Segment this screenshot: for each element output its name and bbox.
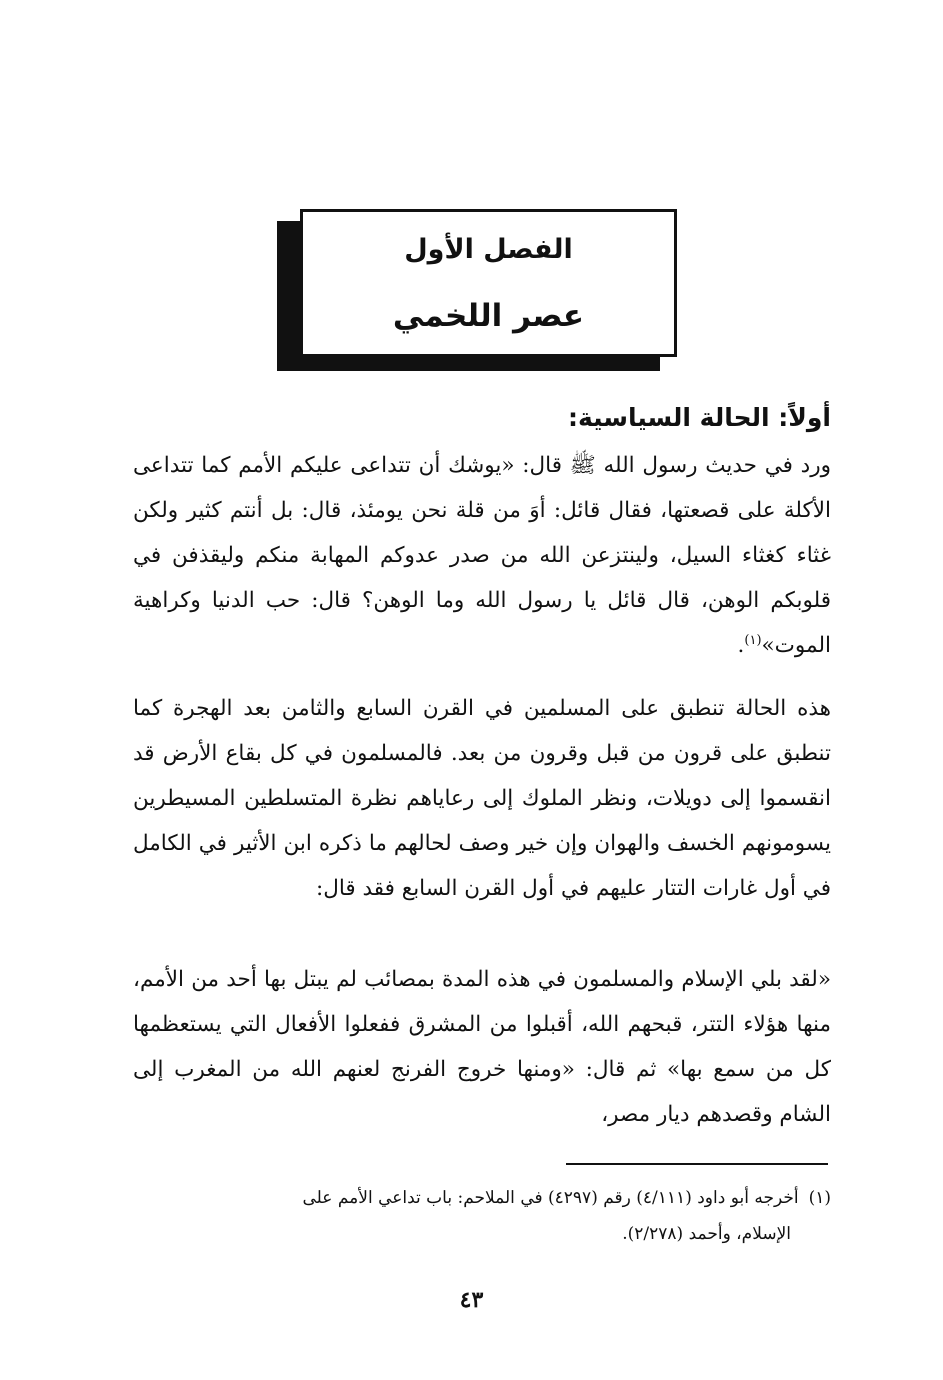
chapter-label: الفصل الأول [404,234,573,265]
paragraph-hadith-text: ورد في حديث رسول الله ﷺ قال: «يوشك أن تتداعى عليكم الأمم كما تتداعى الأكلة على قصعتها، فقال قائل: أوَ من قلة نحن يومئذ، قال: بل أنتم كثير ولكن غثاء كغثاء السيل، ولينتزعن الله من صدر عدوكم المهابة منكم وليقذفن في قلوبكم الوهن، قال قائل يا رسول الله وما الوهن؟ قال: حب الدنيا وكراهية الموت» [133,453,831,658]
paragraph-quote [133,957,831,1137]
footnote-reference[interactable]: (١) [744,632,762,648]
footnote-line-1: أخرجه أبو داود (٤/١١١) رقم (٤٢٩٧) في الملاحم: باب تداعي الأمم على [302,1188,799,1208]
footnote-item [138,1180,831,1216]
paragraph-quote-text: «لقد بلي الإسلام والمسلمون في هذه المدة بمصائب لم يبتل بها أحد من الأمم، منها هؤلاء التتر، قبحهم الله، أقبلوا من المشرق ففعلوا الأفعال التي يستعظمها كل من سمع بها» ثم قال: «ومنها خروج الفرنج لعنهم الله من المغرب إلى الشام وقصدهم ديار مصر، [133,967,831,1127]
footnote-divider [566,1163,828,1165]
paragraph-hadith [133,443,831,668]
paragraph-situation [133,686,831,911]
footnote-line-2: الإسلام، وأحمد (٢/٢٧٨). [622,1224,791,1244]
chapter-title: عصر اللخمي [392,298,585,334]
section-heading: أولاً: الحالة السياسية: [568,403,831,432]
paragraph-situation-text: هذه الحالة تنطبق على المسلمين في القرن السابع والثامن بعد الهجرة كما تنطبق على قرون من قبل وقرون من بعد. فالمسلمون في كل بقاع الأرض قد انقسموا إلى دويلات، ونظر الملوك إلى رعاياهم نظرة المتسلطين المسيطرين يسومونهم الخسف والهوان وإن خير وصف لحالهم ما ذكره ابن الأثير في الكامل في أول غارات التتار عليهم في أول القرن السابع فقد قال: [133,696,831,901]
footnote-number: (١) [808,1188,831,1208]
chapter-title-box [300,209,677,357]
paragraph-hadith-end: . [737,633,745,658]
footnotes [138,1180,831,1252]
page-number: ٤٣ [459,1287,484,1313]
